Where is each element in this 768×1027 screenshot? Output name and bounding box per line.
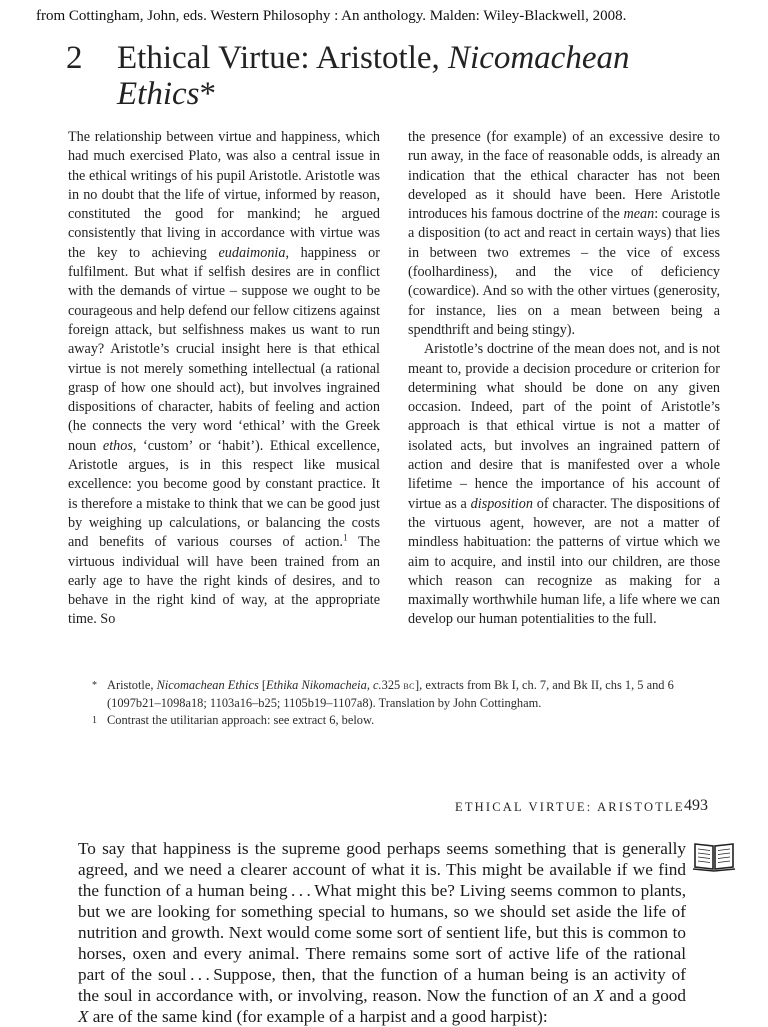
chapter-title-italic: Nicomachean Ethics bbox=[117, 40, 630, 112]
footnotes bbox=[92, 677, 712, 729]
footnote-mark: 1 bbox=[92, 715, 97, 726]
source-citation: from Cottingham, John, eds. Western Philosophy : An anthology. Malden: Wiley-Blackwell, 2008. bbox=[36, 8, 627, 24]
page-number: 493 bbox=[684, 797, 708, 814]
text-run-italic: X bbox=[78, 1007, 89, 1026]
footnote-1 bbox=[92, 677, 712, 712]
text-run: [ bbox=[258, 678, 266, 692]
extract-text bbox=[78, 838, 686, 1027]
text-run: of character. The dispositions of the virtuous agent, however, are not a matter of mindless habituation: the patterns of virtue which we aim to acquire, and instil into our children, are those which reason can recognize as making for a maximally worthwhile human life, a life where we can develop our human potentialities to the full. bbox=[408, 495, 720, 628]
text-run-italic: X bbox=[593, 986, 605, 1005]
running-head: ETHICAL VIRTUE: ARISTOTLE bbox=[455, 800, 685, 814]
text-run-italic: ethos bbox=[102, 437, 133, 454]
text-run: Aristotle’s doctrine of the mean does not, and is not meant to, provide a decision procedure or criterion for determining what should be done on any given occasion. Indeed, part of the point of Aristotle’s approach is that ethical virtue is not a matter of isolated acts, but involves an ingrained pattern of action and desire that is manifested over a whole lifetime – hence the importance of his account of virtue as a bbox=[408, 341, 720, 512]
text-run: 325 bbox=[381, 678, 404, 692]
text-run-smallcaps: bc bbox=[403, 680, 415, 692]
text-run: , ‘custom’ or ‘habit’). Ethical excellence, Aristotle argues, is in this respect like musical excellence: you become good by constant practice. It is therefore a mistake to think that we can be good just by weighing up calculations, or balancing the costs and benefits of various courses of action. bbox=[68, 437, 380, 551]
text-run: , bbox=[366, 678, 374, 692]
chapter-title bbox=[117, 40, 707, 112]
chapter-title-plain: Ethical Virtue: Aristotle, bbox=[117, 40, 449, 76]
text-run-italic: mean bbox=[623, 206, 655, 223]
text-run: : courage is a disposition (to act and react in certain ways) that lies in between two extremes – the vice of excess (foolhardiness), and the vice of deficiency (cowardice). And so with the other virtues (generosity, for instance, lies on a mean between being a spendthrift and being stingy). bbox=[408, 206, 720, 338]
chapter-number: 2 bbox=[66, 40, 83, 76]
footnote-reference: 1 bbox=[343, 532, 348, 543]
text-run: The virtuous individual will have been trained from an early age to have the right kinds of desires, and to behave in the right kind of way, at the appropriate time. So bbox=[68, 534, 380, 628]
text-run: are of the same kind (for example of a harpist and a good harpist): bbox=[88, 1007, 548, 1026]
open-book-icon bbox=[692, 840, 736, 872]
text-run: and a good bbox=[604, 986, 686, 1005]
text-run-italic: Nicomachean Ethics bbox=[156, 678, 259, 692]
text-run: the presence (for example) of an excessive desire to run away, in the face of reasonable odds, is already an indication that the ethical character has not been developed as it should have been. Here Aristotle introduces his famous doctrine of the bbox=[408, 129, 720, 223]
right-column bbox=[408, 128, 720, 630]
text-run-italic: Ethika Nikomacheia bbox=[266, 678, 367, 692]
text-run: Contrast the utilitarian approach: see extract 6, below. bbox=[107, 713, 375, 727]
text-run: , happiness or fulfilment. But what if selfish desires are in conflict with the demands of virtue – suppose we ought to be courageous and help defend our fellow citizens against foreign attack, but selfishness makes us want to run away? Aristotle’s crucial insight here is that ethical virtue is not merely something intellectual (a rational grasp of how one should act), but involves ingrained dispositions of character, habits of feeling and action (he connects the very word ‘ethical’ with the Greek noun bbox=[68, 244, 380, 454]
right-paragraph-2 bbox=[408, 340, 720, 629]
left-paragraph bbox=[68, 128, 380, 630]
text-run-italic: c. bbox=[373, 678, 382, 692]
left-column bbox=[68, 128, 380, 630]
text-run-italic: eudaimonia bbox=[218, 244, 286, 261]
right-paragraph-1 bbox=[408, 128, 720, 340]
text-run: To say that happiness is the supreme good perhaps seems something that is generally agreed, and we need a clearer account of what it is. This might be available if we find the function of a human being . . . What might this be? Living seems common to plants, but we are looking for something special to humans, so we should set aside the life of nutrition and growth. Next would come some sort of sentient life, but this is common to horses, oxen and every animal. There remains some sort of active life of the rational part of the soul . . . Suppose, then, that the function of a human being is an activity of the soul in accordance with, or involving, reason. Now the function of an bbox=[78, 839, 686, 1005]
text-run: ], extracts from Bk I, ch. 7, and Bk II, chs 1, 5 and 6 (1097b21–1098a18; 1103a16–b25; 1105b19–1107a8). Translation by John Cottingham. bbox=[107, 678, 674, 710]
text-run: Aristotle, bbox=[107, 678, 157, 692]
text-run-italic: disposition bbox=[470, 495, 533, 512]
footnote-2 bbox=[92, 712, 712, 729]
footnote-mark: * bbox=[92, 680, 97, 691]
text-run: The relationship between virtue and happiness, which had much exercised Plato, was also a central issue in the ethical writings of his pupil Aristotle. Aristotle was in no doubt that the life of virtue, informed by reason, constituted the good for mankind; he argued consistently that living in accordance with virtue was the key to achieving bbox=[68, 129, 380, 261]
chapter-title-mark: * bbox=[199, 76, 216, 112]
